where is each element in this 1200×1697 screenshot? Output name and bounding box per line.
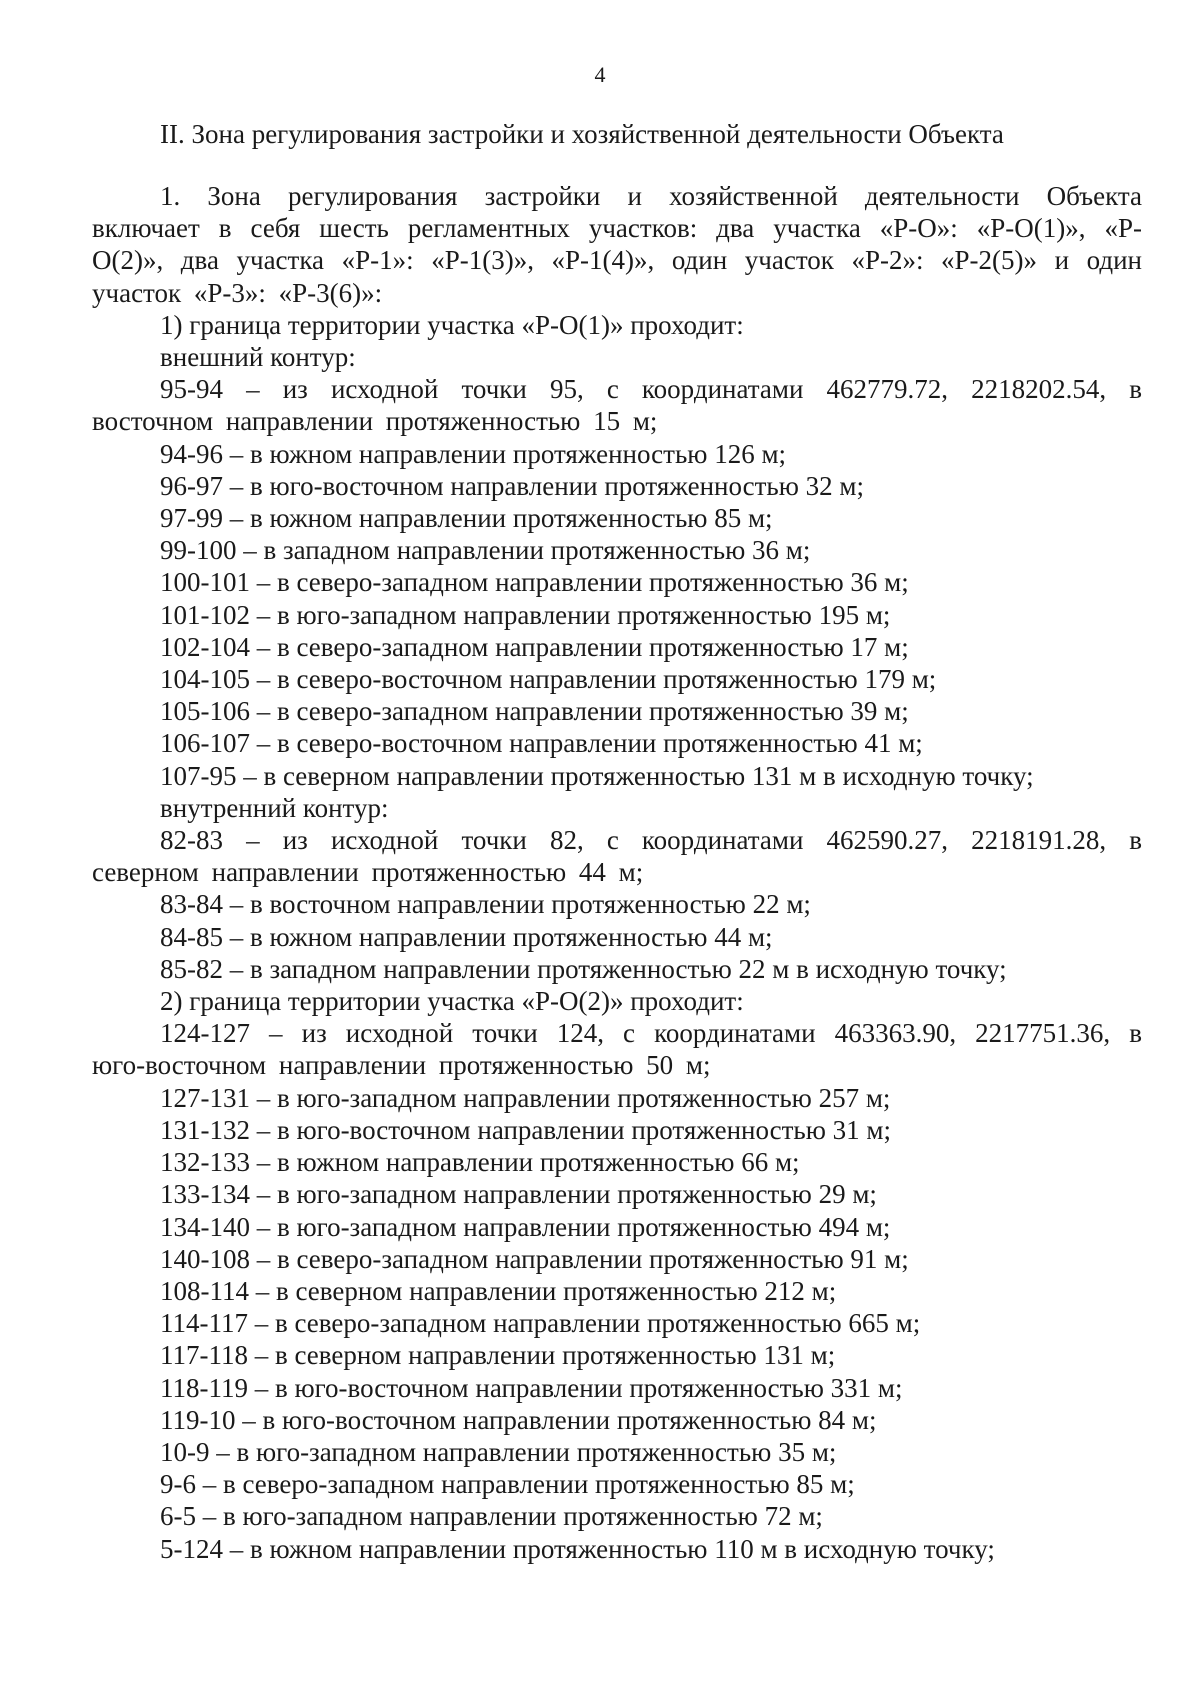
boundary-segment: 9-6 – в северо-западном направлении протяженностью 85 м; xyxy=(160,1469,855,1500)
boundary-segment: 83-84 – в восточном направлении протяженностью 22 м; xyxy=(160,889,811,920)
inner-contour-label: внутренний контур: xyxy=(160,792,389,823)
boundary-segment: 114-117 – в северо-западном направлении протяженностью 665 м; xyxy=(160,1308,921,1339)
boundary-segment: 10-9 – в юго-западном направлении протяженностью 35 м; xyxy=(160,1436,837,1467)
boundary-segment: 119-10 – в юго-восточном направлении протяженностью 84 м; xyxy=(160,1404,877,1435)
boundary-segment: 96-97 – в юго-восточном направлении протяженностью 32 м; xyxy=(160,470,864,501)
boundary-segment: 140-108 – в северо-западном направлении протяженностью 91 м; xyxy=(160,1243,909,1274)
intro-paragraph: 1. Зона регулирования застройки и хозяйственной деятельности Объекта включает в себя шесть регламентных участков: два участка «Р-О»: «Р-О(1)», «Р-О(2)», два участка «Р-1»: «Р-1(3)», «Р-1(4)», один участок «Р-2»: «Р-2(5)» и один участок «Р-3»: «Р-3(6)»: xyxy=(92,181,1142,308)
boundary-segment: 132-133 – в южном направлении протяженностью 66 м; xyxy=(160,1147,800,1178)
boundary-segment: 99-100 – в западном направлении протяженностью 36 м; xyxy=(160,535,811,566)
boundary-segment: 108-114 – в северном направлении протяженностью 212 м; xyxy=(160,1275,837,1306)
boundary-segment: 107-95 – в северном направлении протяженностью 131 м в исходную точку; xyxy=(160,760,1034,791)
boundary-segment: 97-99 – в южном направлении протяженностью 85 м; xyxy=(160,503,773,534)
boundary-segment: 105-106 – в северо-западном направлении протяженностью 39 м; xyxy=(160,696,909,727)
boundary-segment: 100-101 – в северо-западном направлении протяженностью 36 м; xyxy=(160,567,909,598)
boundary-segment: 106-107 – в северо-восточном направлении протяженностью 41 м; xyxy=(160,728,923,759)
boundary-segment: 118-119 – в юго-восточном направлении протяженностью 331 м; xyxy=(160,1372,903,1403)
boundary-segment: 84-85 – в южном направлении протяженностью 44 м; xyxy=(160,921,773,952)
outer-contour-label: внешний контур: xyxy=(160,342,356,373)
boundary-segment: 133-134 – в юго-западном направлении протяженностью 29 м; xyxy=(160,1179,877,1210)
inner-contour-start: 82-83 – из исходной точки 82, с координатами 462590.27, 2218191.28, в северном направлении протяженностью 44 м; xyxy=(92,825,1142,888)
boundary-segment: 131-132 – в юго-восточном направлении протяженностью 31 м; xyxy=(160,1114,891,1145)
boundary-segment: 6-5 – в юго-западном направлении протяженностью 72 м; xyxy=(160,1501,823,1532)
section-1-heading: 1) граница территории участка «Р-О(1)» проходит: xyxy=(160,309,744,340)
boundary-segment: 101-102 – в юго-западном направлении протяженностью 195 м; xyxy=(160,599,891,630)
section-title: II. Зона регулирования застройки и хозяйственной деятельности Объекта xyxy=(160,119,1004,149)
boundary-segment: 134-140 – в юго-западном направлении протяженностью 494 м; xyxy=(160,1211,891,1242)
section-2-heading: 2) граница территории участка «Р-О(2)» проходит: xyxy=(160,986,744,1017)
outer-contour-start: 95-94 – из исходной точки 95, с координатами 462779.72, 2218202.54, в восточном направлении протяженностью 15 м; xyxy=(92,374,1142,437)
boundary-segment: 127-131 – в юго-западном направлении протяженностью 257 м; xyxy=(160,1082,891,1113)
boundary-segment: 94-96 – в южном направлении протяженностью 126 м; xyxy=(160,438,787,469)
boundary-segment: 104-105 – в северо-восточном направлении протяженностью 179 м; xyxy=(160,664,937,695)
document-body xyxy=(92,180,1142,1565)
boundary-segment: 117-118 – в северном направлении протяженностью 131 м; xyxy=(160,1340,836,1371)
page-number: 4 xyxy=(594,62,606,87)
boundary-segment: 102-104 – в северо-западном направлении протяженностью 17 м; xyxy=(160,631,909,662)
boundary-segment: 5-124 – в южном направлении протяженностью 110 м в исходную точку; xyxy=(160,1533,995,1564)
boundary-segment: 85-82 – в западном направлении протяженностью 22 м в исходную точку; xyxy=(160,953,1007,984)
section-2-start: 124-127 – из исходной точки 124, с координатами 463363.90, 2217751.36, в юго-восточном направлении протяженностью 50 м; xyxy=(92,1018,1142,1081)
